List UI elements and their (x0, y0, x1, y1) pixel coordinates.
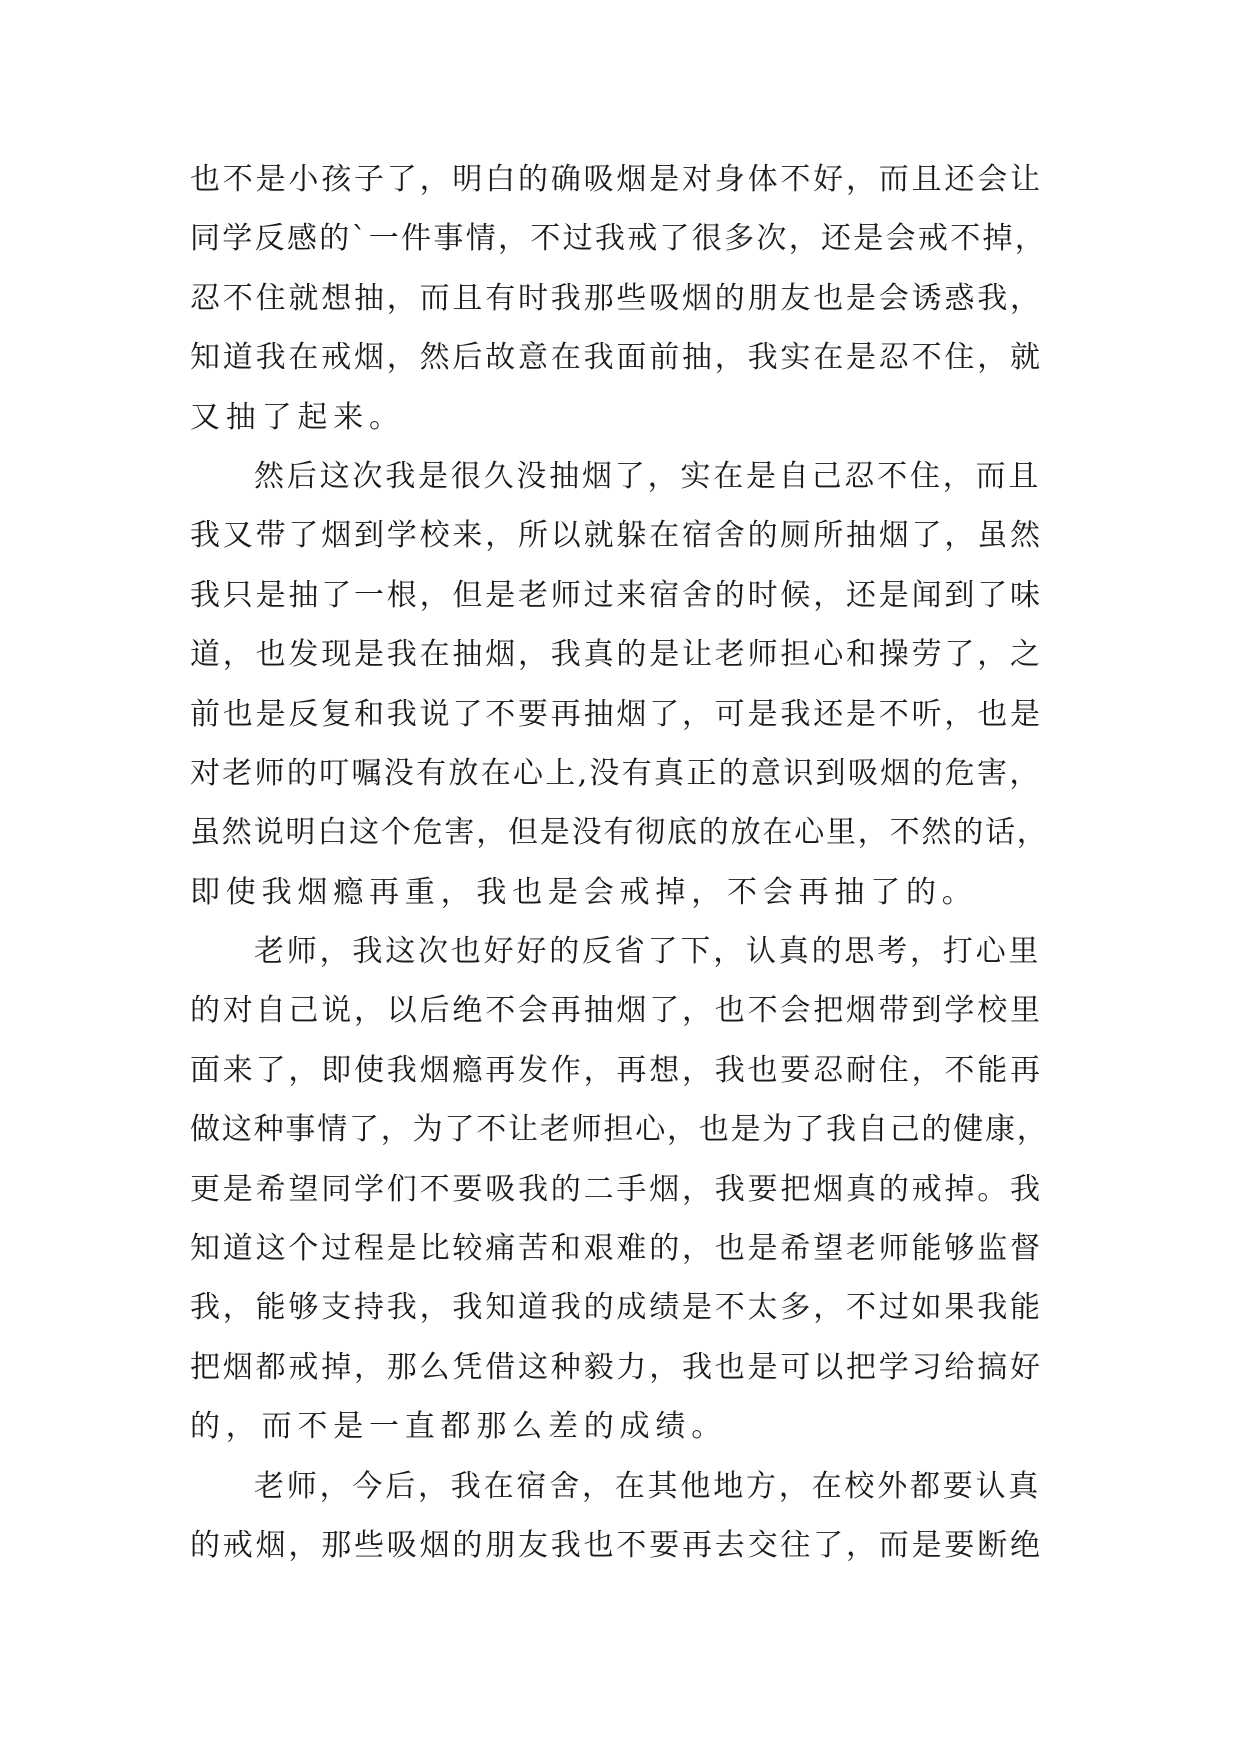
text-line: 的对自己说，以后绝不会再抽烟了，也不会把烟带到学校里 (190, 993, 1043, 1029)
text-line: 我，能够支持我，我知道我的成绩是不太多，不过如果我能 (190, 1290, 1043, 1326)
text-line: 面来了，即使我烟瘾再发作，再想，我也要忍耐住，不能再 (190, 1052, 1043, 1088)
text-line: 对老师的叮嘱没有放在心上,没有真正的意识到吸烟的危害， (190, 755, 1042, 791)
text-line: 把烟都戒掉，那么凭借这种毅力，我也是可以把学习给搞好 (190, 1349, 1043, 1385)
text-line: 然后这次我是很久没抽烟了，实在是自己忍不住，而且 (254, 458, 1042, 494)
text-line: 做这种事情了，为了不让老师担心，也是为了我自己的健康， (190, 1112, 1049, 1148)
text-line: 老师，我这次也好好的反省了下，认真的思考，打心里 (254, 934, 1042, 970)
text-line: 又抽了起来。 (190, 399, 405, 435)
text-line: 同学反感的`一件事情，不过我戒了很多次，还是会戒不掉， (190, 221, 1048, 257)
text-line: 也不是小孩子了，明白的确吸烟是对身体不好，而且还会让 (190, 162, 1043, 197)
text-line: 前也是反复和我说了不要再抽烟了，可是我还是不听，也是 (190, 696, 1043, 732)
text-line: 我又带了烟到学校来，所以就躲在宿舍的厕所抽烟了，虽然 (190, 518, 1043, 554)
text-line: 知道这个过程是比较痛苦和艰难的，也是希望老师能够监督 (190, 1231, 1043, 1267)
text-line: 道，也发现是我在抽烟，我真的是让老师担心和操劳了，之 (190, 637, 1043, 673)
text-line: 即使我烟瘾再重，我也是会戒掉，不会再抽了的。 (190, 874, 978, 910)
text-line: 的，而不是一直都那么差的成绩。 (190, 1409, 727, 1445)
text-line: 更是希望同学们不要吸我的二手烟，我要把烟真的戒掉。我 (190, 1171, 1043, 1207)
text-line: 我只是抽了一根，但是老师过来宿舍的时候，还是闻到了味 (190, 577, 1043, 613)
text-line: 知道我在戒烟，然后故意在我面前抽，我实在是忍不住，就 (190, 340, 1043, 376)
text-line: 的戒烟，那些吸烟的朋友我也不要再去交往了，而是要断绝 (190, 1527, 1043, 1563)
document-body (190, 150, 1050, 1575)
text-line: 老师，今后，我在宿舍，在其他地方，在校外都要认真 (254, 1468, 1042, 1504)
text-line: 虽然说明白这个危害，但是没有彻底的放在心里，不然的话， (190, 815, 1049, 851)
text-line: 忍不住就想抽，而且有时我那些吸烟的朋友也是会诱惑我， (190, 280, 1043, 316)
